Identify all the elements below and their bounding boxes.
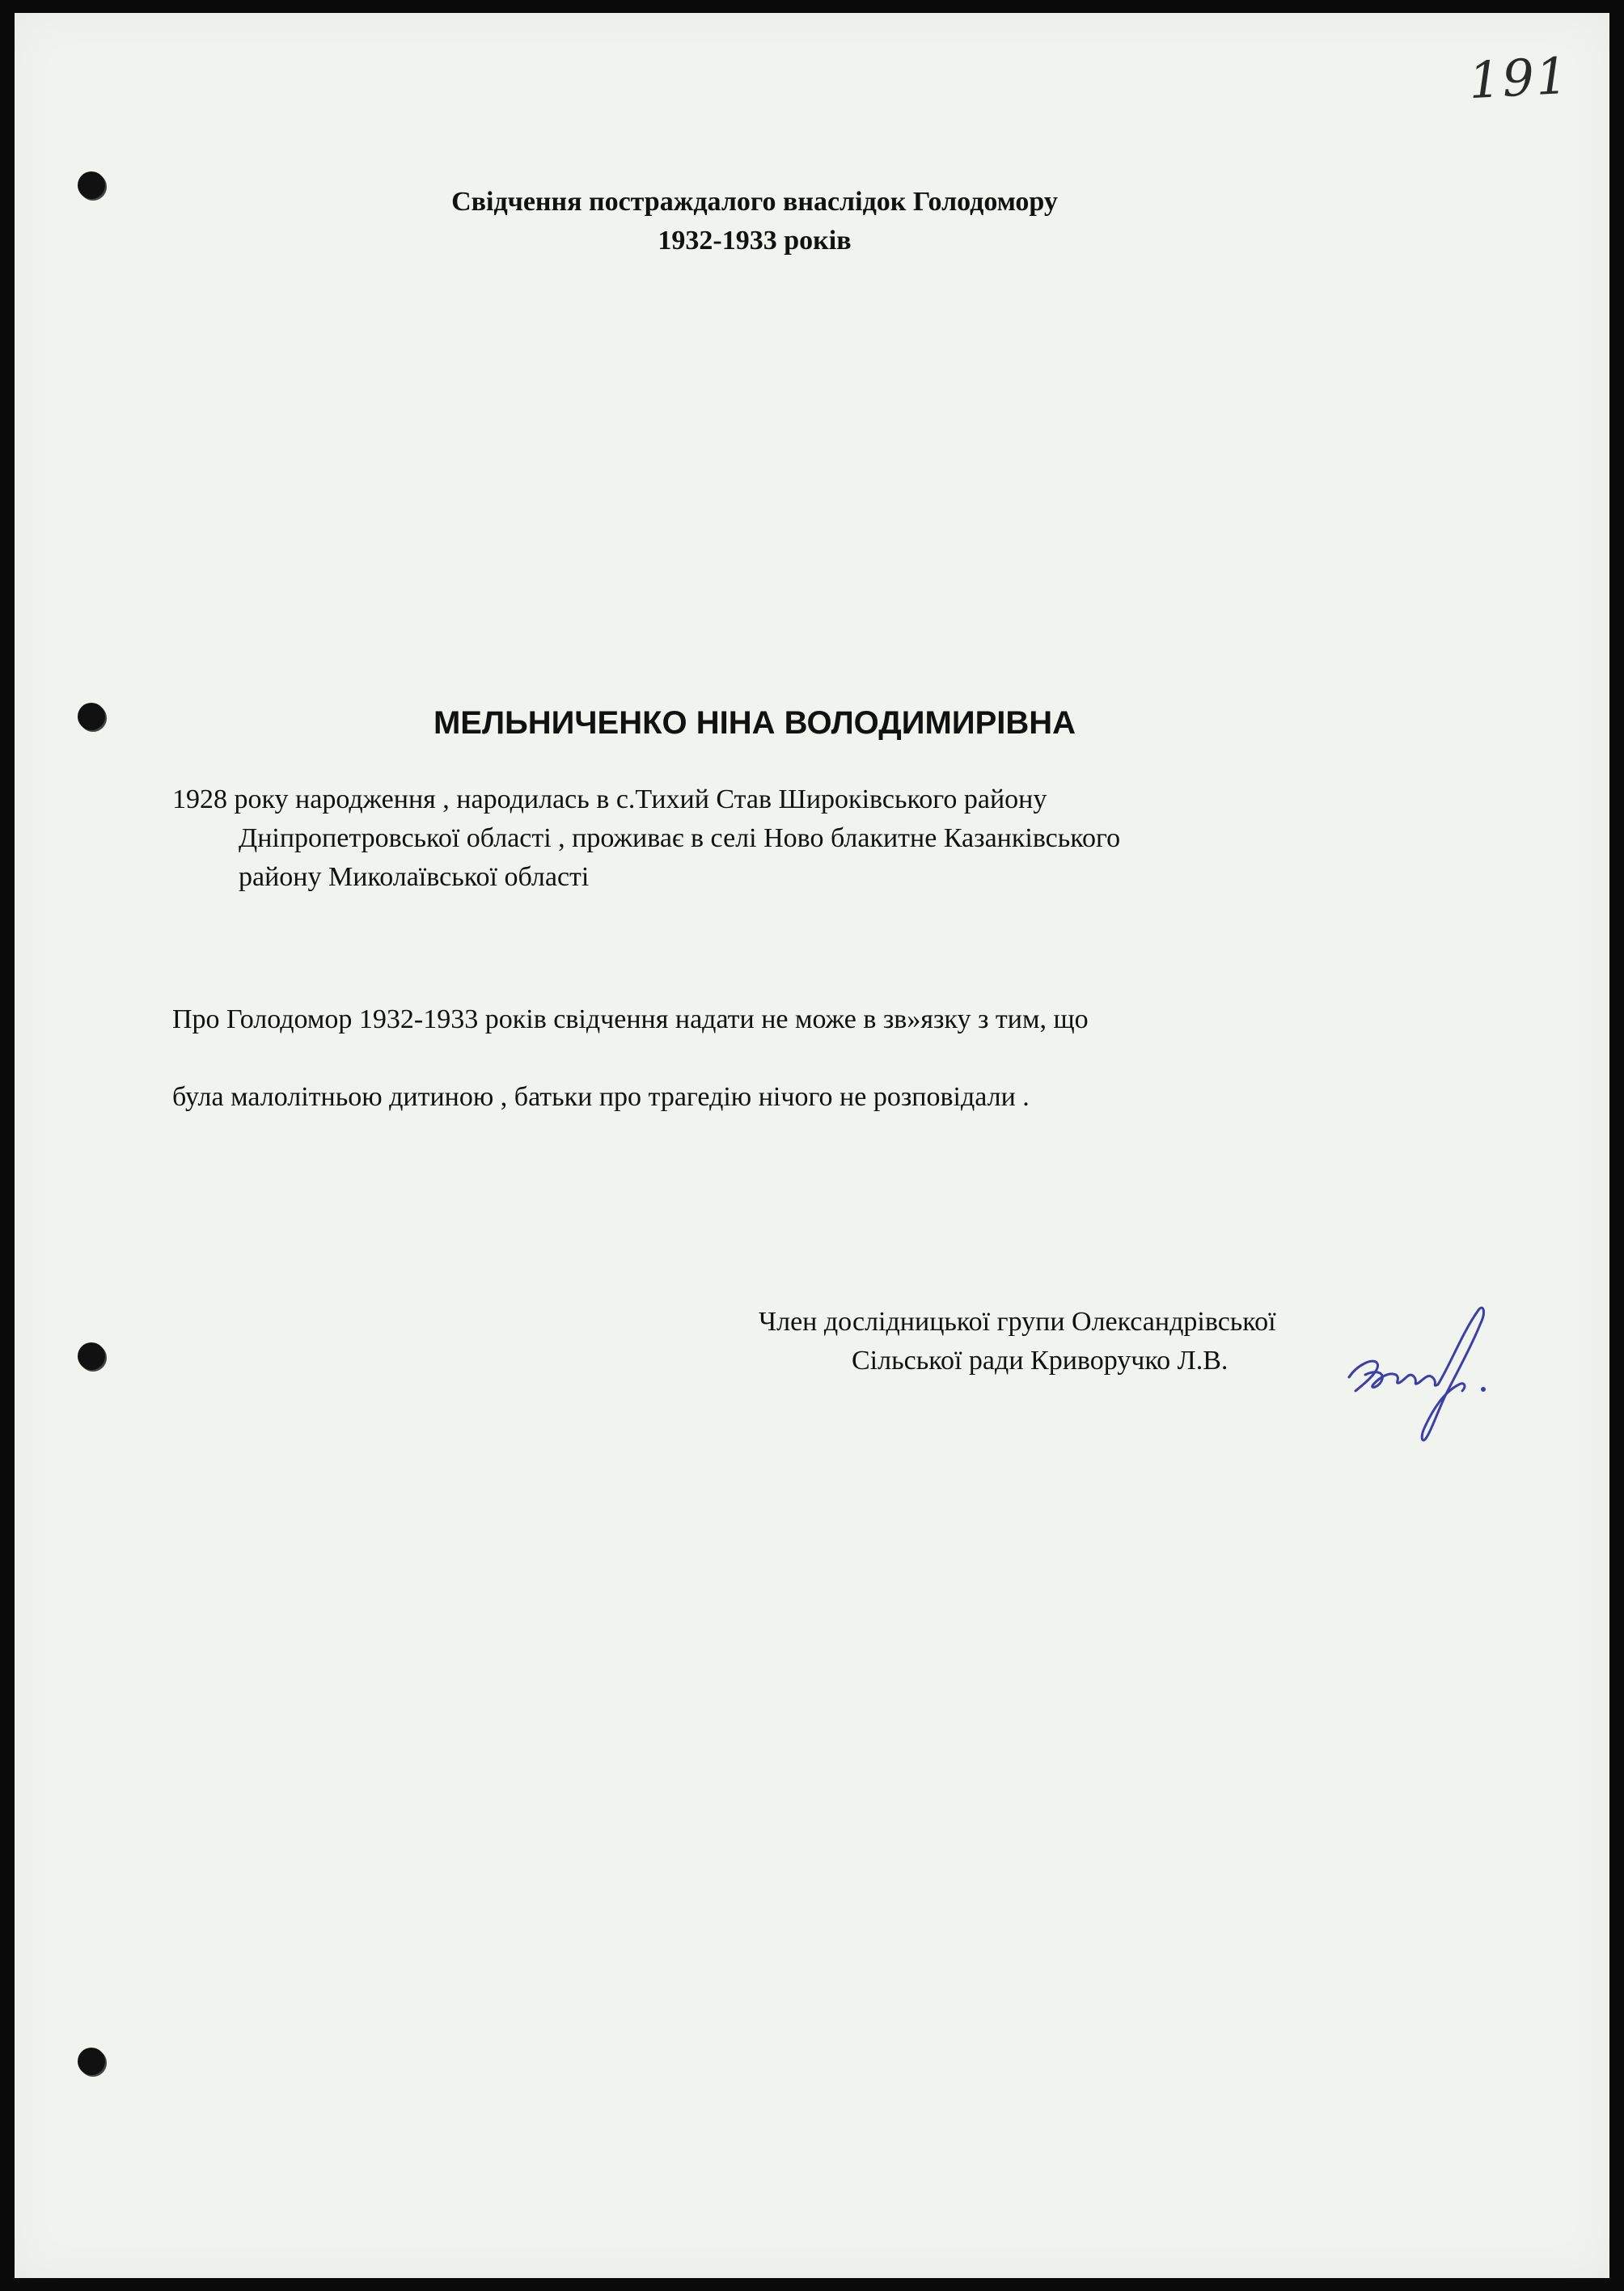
testimony-statement [172,1004,1434,1113]
page-number: 191 [1467,45,1571,111]
signatory-council-name: Сільської ради Криворучко Л.В. [852,1346,1229,1376]
bio-line-2: Дніпропетровської області , проживає в селі Ново блакитне Казанківського [239,823,1121,853]
document-title [15,183,1495,260]
document-title-line-1: Свідчення постраждалого внаслідок Голодомору [451,187,1058,217]
signatory-role: Член дослідницької групи Олександрівської [759,1307,1276,1337]
document-page [15,13,1609,2278]
signatory-block [759,1303,1276,1380]
statement-line-2: була малолітньою дитиною , батьки про трагедію нічого не розповідали . [172,1082,1030,1112]
punch-hole-3 [78,1342,105,1370]
bio-line-3: району Миколаївської області [239,862,590,892]
statement-line-1: Про Голодомор 1932-1933 років свідчення надати не може в зв»язку з тим, що [172,1004,1089,1034]
biographical-details [172,780,1385,897]
person-name: МЕЛЬНИЧЕНКО НІНА ВОЛОДИМИРІВНА [433,705,1076,741]
document-title-line-2: 1932-1933 років [658,226,852,256]
handwritten-signature [1341,1300,1511,1446]
punch-hole-4 [78,2048,105,2075]
bio-line-1: 1928 року народження , народилась в с.Тихий Став Широківського району [172,784,1047,814]
